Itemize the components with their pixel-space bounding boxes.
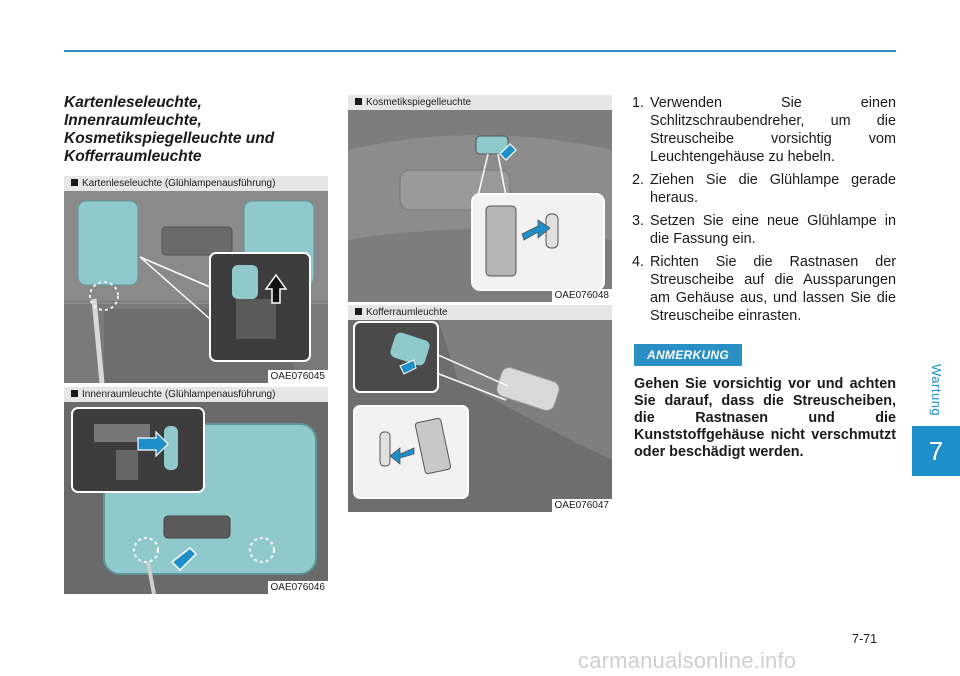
step-text: Ziehen Sie die Glühlampe gerade heraus. <box>650 172 896 206</box>
heading-line: Innenraumleuchte, <box>64 112 202 129</box>
figure-room-lamp <box>64 402 328 594</box>
figure-code: OAE076045 <box>268 370 329 383</box>
figure-caption-vanity: Kosmetikspiegelleuchte <box>348 95 612 110</box>
instruction-steps <box>632 94 896 330</box>
figure-caption-trunk: Kofferraumleuchte <box>348 305 612 320</box>
top-rule <box>64 50 896 52</box>
page-number: 7-71 <box>852 632 878 646</box>
bullet-square-icon <box>355 308 362 315</box>
figure-code: OAE076046 <box>268 581 329 594</box>
bullet-square-icon <box>71 179 78 186</box>
step-item <box>632 171 896 207</box>
step-text: Setzen Sie eine neue Glühlampe in die Fassung ein. <box>650 213 896 247</box>
note-badge: ANMERKUNG <box>634 344 742 366</box>
note-text: Gehen Sie vorsichtig vor und achten Sie darauf, dass die Streuscheiben, die Rastnasen und die Kunststoffgehäuse nicht verschmutzt oder beschädigt werden. <box>634 376 896 460</box>
step-item <box>632 94 896 166</box>
figure-caption-map: Kartenleseleuchte (Glühlampenausführung) <box>64 176 328 191</box>
figure-code: OAE076048 <box>552 289 613 302</box>
step-number: 3. <box>632 213 645 229</box>
step-item <box>632 212 896 248</box>
step-text: Richten Sie die Rastnasen der Streuscheibe auf die Aussparungen am Gehäuse aus, und lassen Sie die Streuscheibe einrasten. <box>650 254 896 324</box>
bullet-square-icon <box>71 390 78 397</box>
heading-line: Kartenleseleuchte, <box>64 94 202 111</box>
chapter-tab: 7 <box>912 426 960 476</box>
heading-line: Kosmetikspiegelleuchte und <box>64 130 275 147</box>
step-item <box>632 253 896 325</box>
section-label: Wartung <box>929 363 944 417</box>
figure-vanity-lamp <box>348 110 612 302</box>
figure-code: OAE076047 <box>552 499 613 512</box>
section-heading <box>64 94 324 166</box>
figure-trunk-lamp <box>348 320 612 512</box>
bullet-square-icon <box>355 98 362 105</box>
figure-caption-room: Innenraumleuchte (Glühlampenausführung) <box>64 387 328 402</box>
watermark: carmanualsonline.info <box>578 648 797 673</box>
step-number: 4. <box>632 254 645 270</box>
heading-line: Kofferraumleuchte <box>64 148 202 165</box>
step-number: 2. <box>632 172 645 188</box>
figure-map-lamp <box>64 191 328 383</box>
step-number: 1. <box>632 95 645 111</box>
step-text: Verwenden Sie einen Schlitzschraubendreher, um die Streuscheibe vorsichtig vom Leuchtengehäuse zu hebeln. <box>650 95 896 165</box>
